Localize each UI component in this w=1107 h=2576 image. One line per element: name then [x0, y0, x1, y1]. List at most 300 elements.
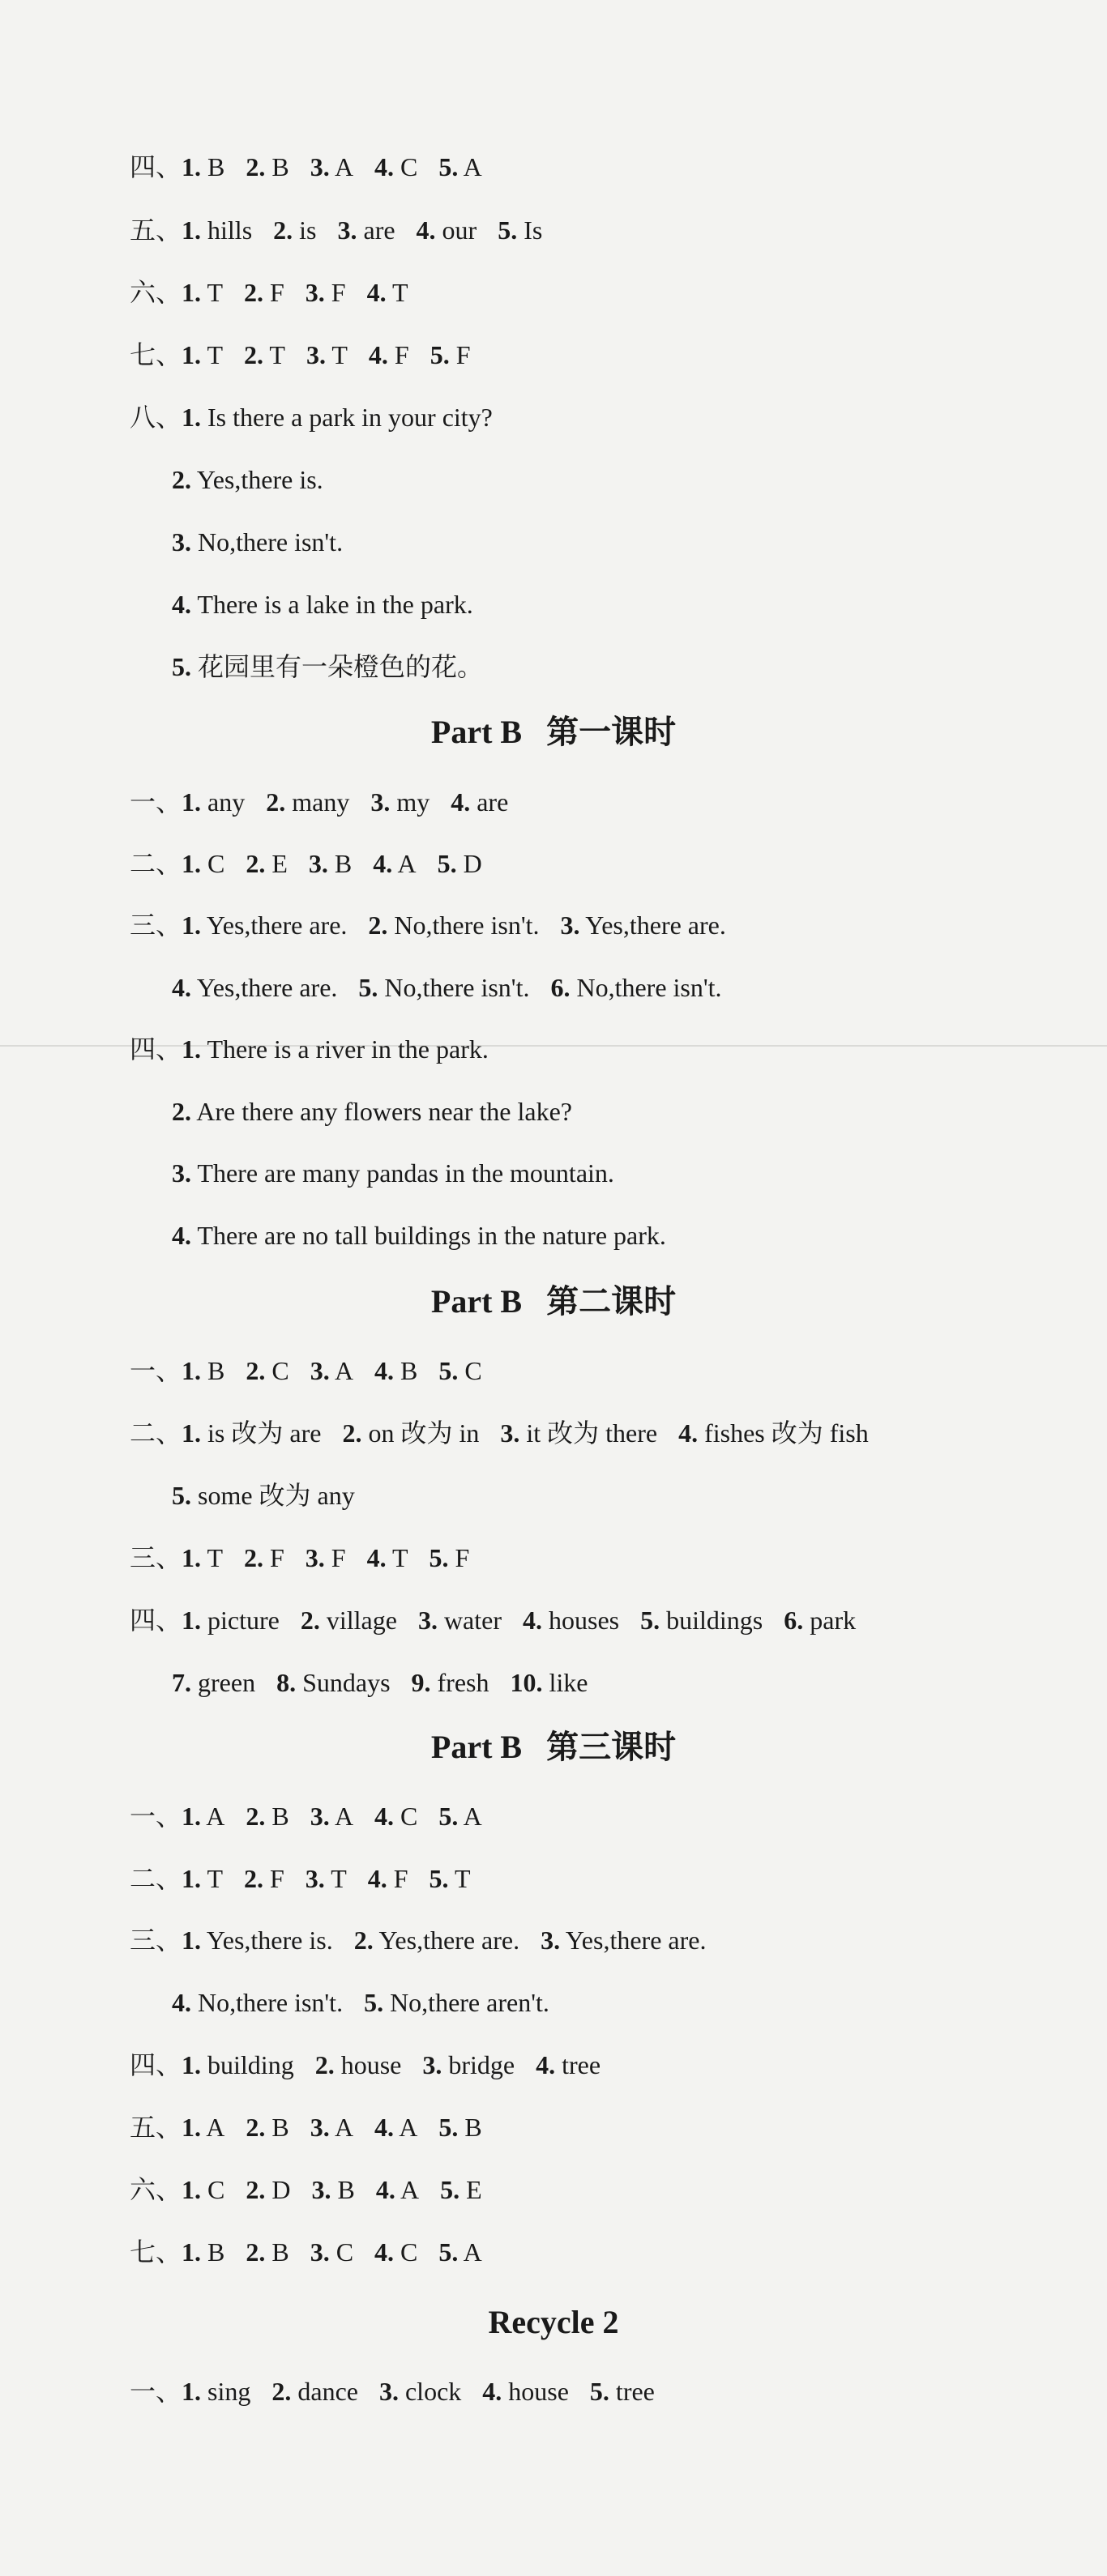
answer-item — [560, 909, 725, 941]
answer-number: 3. — [310, 2237, 330, 2267]
answer-text: A — [329, 152, 354, 181]
answer-number: 3. — [310, 2113, 330, 2142]
answer-number: 2. — [246, 1802, 266, 1831]
answer-item — [301, 1604, 397, 1636]
answer-item — [271, 2375, 358, 2408]
answer-number: 1. — [182, 1802, 202, 1831]
answer-item — [438, 151, 481, 183]
answer-text: T — [448, 1864, 471, 1893]
answer-number: 5. — [430, 340, 450, 369]
answer-text: F — [324, 278, 346, 307]
answer-text: tree — [609, 2377, 655, 2406]
answer-item — [430, 1862, 471, 1895]
answer-row — [172, 463, 344, 496]
answer-number: 2. — [246, 1356, 266, 1385]
question-group-number: 三、 — [130, 1543, 182, 1572]
answer-item — [182, 2236, 224, 2268]
answer-text: B — [201, 2237, 225, 2267]
answer-item — [244, 1542, 284, 1574]
answer-text: T — [325, 340, 348, 369]
answer-text: Yes,there is. — [201, 1926, 333, 1955]
section-heading-part: Recycle 2 — [488, 2304, 619, 2340]
answer-item — [310, 1800, 353, 1832]
answer-number: 1. — [182, 278, 202, 307]
answer-text: T — [201, 1864, 223, 1893]
answer-text: E — [459, 2175, 482, 2204]
answer-item — [438, 1354, 481, 1387]
answer-number: 5. — [358, 973, 378, 1002]
answer-number: 1. — [182, 2175, 202, 2204]
answer-item — [309, 847, 352, 880]
answer-text: A — [201, 1802, 225, 1831]
answer-text: There is a river in the park. — [201, 1034, 489, 1064]
answer-number: 4. — [172, 973, 191, 1002]
answer-text: No,there isn't. — [191, 1988, 344, 2017]
answer-text: A — [395, 2175, 420, 2204]
answer-text: F — [263, 1543, 284, 1572]
answer-number: 1. — [182, 849, 202, 878]
answer-row — [130, 2236, 503, 2268]
answer-number: 4. — [375, 2175, 395, 2204]
answer-item — [182, 1800, 224, 1832]
answer-item — [550, 971, 721, 1004]
answer-number: 4. — [374, 152, 395, 181]
answer-item — [182, 214, 252, 246]
answer-row — [130, 909, 747, 941]
section-heading — [0, 713, 1107, 752]
answer-item — [306, 1862, 347, 1895]
answer-item — [315, 2049, 402, 2081]
answer-text: are — [357, 215, 395, 245]
answer-text: D — [265, 2175, 291, 2204]
answer-item — [640, 1604, 763, 1636]
answer-item — [541, 1924, 706, 1956]
answer-number: 1. — [182, 1606, 202, 1635]
answer-number: 3. — [305, 1543, 325, 1572]
answer-number: 2. — [314, 2050, 335, 2079]
answer-text: C — [394, 152, 418, 181]
answer-number: 1. — [182, 215, 202, 245]
answer-item — [182, 276, 223, 309]
answer-number: 5. — [438, 1802, 459, 1831]
answer-row — [130, 1354, 503, 1387]
answer-item — [418, 1604, 502, 1636]
answer-number: 6. — [550, 973, 571, 1002]
answer-text: B — [265, 152, 289, 181]
answer-number: 1. — [182, 1543, 202, 1572]
answer-row — [172, 650, 504, 683]
answer-text: C — [394, 2237, 418, 2267]
answer-number: 2. — [243, 278, 263, 307]
answer-text: C — [329, 2237, 354, 2267]
answer-item — [273, 214, 316, 246]
answer-number: 3. — [541, 1926, 561, 1955]
answer-text: Sundays — [296, 1668, 391, 1697]
answer-text: No,there aren't. — [383, 1988, 549, 2017]
answer-text: There are no tall buildings in the nature park. — [191, 1221, 666, 1250]
question-group-number: 五、 — [130, 215, 182, 245]
answer-item — [172, 588, 473, 621]
answer-text: A — [201, 2113, 225, 2142]
question-group-number: 六、 — [130, 278, 182, 307]
answer-number: 4. — [374, 1356, 395, 1385]
answer-item — [438, 2111, 481, 2143]
answer-number: 2. — [353, 1926, 374, 1955]
answer-text: B — [265, 2113, 289, 2142]
section-heading-part: Part B — [430, 1729, 523, 1765]
answer-row — [130, 847, 503, 880]
answer-text: C — [394, 1802, 418, 1831]
answer-text: it 改为 there — [519, 1418, 658, 1448]
answer-number: 3. — [172, 1158, 191, 1188]
answer-number: 1. — [182, 1418, 202, 1448]
answer-number: 3. — [422, 2050, 442, 2079]
answer-item — [246, 1800, 289, 1832]
question-group-number: 一、 — [130, 787, 182, 817]
answer-text: There is a lake in the park. — [191, 590, 473, 619]
answer-text: village — [319, 1606, 397, 1635]
answer-row — [130, 2173, 503, 2206]
answer-item — [440, 2173, 482, 2206]
answer-number: 7. — [172, 1668, 191, 1697]
answer-number: 1. — [182, 2377, 202, 2406]
answer-number: 4. — [374, 2113, 395, 2142]
question-group-number: 一、 — [130, 1356, 182, 1385]
question-group-number: 二、 — [130, 1418, 182, 1448]
answer-row — [172, 588, 494, 621]
answer-row — [172, 1095, 593, 1128]
answer-number: 3. — [310, 1802, 330, 1831]
answer-text: A — [329, 1802, 354, 1831]
answer-item — [374, 1354, 417, 1387]
answer-number: 1. — [182, 911, 202, 940]
answer-text: T — [263, 340, 285, 369]
answer-text: D — [456, 849, 482, 878]
answer-row — [130, 1862, 492, 1895]
answer-item — [182, 1604, 280, 1636]
answer-text: is 改为 are — [201, 1418, 322, 1448]
answer-number: 2. — [172, 465, 191, 494]
answer-number: 3. — [305, 1864, 325, 1893]
answer-item — [376, 2173, 419, 2206]
answer-item — [182, 1417, 321, 1449]
answer-item — [172, 1666, 255, 1699]
answer-item — [246, 2236, 289, 2268]
answer-item — [172, 526, 343, 558]
answer-number: 1. — [182, 340, 202, 369]
answer-item — [438, 2236, 481, 2268]
answer-text: are — [470, 787, 509, 817]
answer-number: 4. — [366, 1543, 387, 1572]
answer-number: 2. — [246, 2113, 266, 2142]
answer-item — [172, 1219, 666, 1252]
answer-number: 3. — [560, 911, 580, 940]
answer-item — [500, 1417, 657, 1449]
section-heading-part: Part B — [430, 1283, 523, 1320]
answer-item — [367, 1542, 408, 1574]
question-group-number: 三、 — [130, 911, 182, 940]
answer-item — [368, 909, 539, 941]
answer-item — [417, 214, 477, 246]
section-heading-lesson: 第二课时 — [546, 1283, 677, 1320]
answer-text: No,there isn't. — [570, 973, 722, 1002]
answer-item — [172, 650, 483, 683]
answer-text: on 改为 in — [361, 1418, 480, 1448]
answer-text: C — [201, 2175, 225, 2204]
answer-item — [172, 463, 323, 496]
answer-number: 2. — [246, 849, 266, 878]
answer-text: Is — [517, 215, 543, 245]
answer-item — [182, 339, 223, 371]
answer-item — [373, 847, 416, 880]
answer-item — [182, 2049, 294, 2081]
answer-text: A — [329, 2113, 354, 2142]
answer-item — [374, 151, 417, 183]
answer-number: 4. — [374, 2237, 395, 2267]
answer-number: 1. — [182, 1864, 202, 1893]
answer-number: 5. — [364, 1988, 384, 2017]
answer-text: our — [435, 215, 477, 245]
answer-number: 4. — [374, 1802, 395, 1831]
answer-text: fishes 改为 fish — [698, 1418, 869, 1448]
answer-item — [422, 2049, 515, 2081]
answer-item — [482, 2375, 569, 2408]
answer-text: T — [201, 340, 223, 369]
answer-number: 5. — [429, 1864, 449, 1893]
answer-text: park — [803, 1606, 857, 1635]
answer-number: 2. — [243, 1864, 263, 1893]
answer-item — [266, 786, 349, 818]
answer-text: water — [437, 1606, 502, 1635]
answer-text: my — [390, 787, 430, 817]
answer-item — [182, 151, 224, 183]
answer-number: 8. — [276, 1668, 297, 1697]
answer-number: 1. — [182, 403, 202, 432]
answer-item — [310, 2236, 353, 2268]
question-group-number: 一、 — [130, 2377, 182, 2406]
answer-text: clock — [398, 2377, 462, 2406]
answer-number: 2. — [271, 2377, 292, 2406]
section-heading — [0, 2303, 1107, 2342]
answer-text: A — [394, 2113, 418, 2142]
answer-number: 4. — [678, 1418, 699, 1448]
answer-number: 2. — [266, 787, 286, 817]
answer-item — [354, 1924, 519, 1956]
answer-item — [510, 1666, 588, 1699]
answer-item — [678, 1417, 869, 1449]
answer-number: 3. — [337, 215, 357, 245]
answer-number: 4. — [536, 2050, 556, 2079]
answer-item — [364, 1986, 549, 2019]
section-heading — [0, 1728, 1107, 1767]
answer-item — [182, 401, 493, 433]
answer-text: bridge — [442, 2050, 515, 2079]
answer-text: Yes,there are. — [560, 1926, 707, 1955]
answer-item — [172, 1157, 614, 1189]
answer-item — [536, 2049, 601, 2081]
answer-item — [182, 2375, 250, 2408]
answer-item — [246, 1354, 289, 1387]
answer-number: 6. — [784, 1606, 804, 1635]
answer-item — [784, 1604, 856, 1636]
answer-item — [182, 786, 245, 818]
answer-number: 4. — [482, 2377, 502, 2406]
answer-row — [130, 1033, 510, 1065]
answer-row — [130, 1542, 490, 1574]
answer-number: 3. — [370, 787, 391, 817]
answer-item — [172, 1479, 355, 1512]
answer-text: E — [265, 849, 288, 878]
answer-number: 3. — [310, 152, 330, 181]
answer-number: 4. — [172, 1988, 191, 2017]
answer-number: 5. — [440, 2175, 460, 2204]
answer-text: B — [458, 2113, 482, 2142]
answer-number: 2. — [243, 1543, 263, 1572]
answer-text: C — [265, 1356, 289, 1385]
answer-number: 5. — [429, 1543, 449, 1572]
answer-item — [182, 2173, 224, 2206]
answer-number: 5. — [172, 1481, 191, 1510]
answer-text: house — [502, 2377, 569, 2406]
answer-row — [130, 1604, 877, 1636]
answer-row — [130, 786, 529, 818]
question-group-number: 七、 — [130, 340, 182, 369]
answer-text: Yes,there are. — [373, 1926, 520, 1955]
answer-number: 2. — [273, 215, 293, 245]
answer-text: 花园里有一朵橙色的花。 — [191, 652, 484, 681]
answer-item — [498, 214, 542, 246]
answer-number: 2. — [300, 1606, 320, 1635]
answer-text: F — [448, 1543, 470, 1572]
question-group-number: 四、 — [130, 152, 182, 181]
answer-item — [182, 1862, 223, 1895]
answer-text: dance — [291, 2377, 358, 2406]
answer-item — [182, 847, 224, 880]
answer-text: F — [263, 278, 284, 307]
answer-number: 4. — [373, 849, 393, 878]
answer-item — [310, 151, 353, 183]
answer-text: Yes,there are. — [201, 911, 348, 940]
answer-number: 1. — [182, 1034, 202, 1064]
answer-text: No,there isn't. — [378, 973, 530, 1002]
answer-number: 3. — [311, 2175, 331, 2204]
answer-number: 9. — [411, 1668, 431, 1697]
answer-row — [172, 526, 364, 558]
answer-text: B — [327, 849, 353, 878]
answer-item — [374, 2111, 417, 2143]
answer-item — [182, 2111, 224, 2143]
answer-text: building — [201, 2050, 294, 2079]
answer-item — [246, 151, 289, 183]
answer-number: 4. — [451, 787, 471, 817]
question-group-number: 二、 — [130, 849, 182, 878]
answer-number: 2. — [246, 152, 266, 181]
answer-number: 3. — [378, 2377, 399, 2406]
answer-text: A — [458, 1802, 482, 1831]
question-group-number: 三、 — [130, 1926, 182, 1955]
answer-number: 1. — [182, 2113, 202, 2142]
answer-number: 5. — [438, 2113, 459, 2142]
question-group-number: 八、 — [130, 403, 182, 432]
answer-text: T — [324, 1864, 347, 1893]
answer-number: 10. — [510, 1668, 543, 1697]
answer-item — [306, 1542, 346, 1574]
answer-row — [130, 339, 492, 371]
answer-row — [130, 214, 563, 246]
answer-text: many — [285, 787, 350, 817]
answer-item — [182, 909, 347, 941]
question-group-number: 四、 — [130, 1034, 182, 1064]
answer-number: 3. — [417, 1606, 438, 1635]
answer-item — [172, 971, 337, 1004]
answer-number: 5. — [172, 652, 191, 681]
answer-row — [130, 151, 503, 183]
section-heading-lesson: 第一课时 — [546, 714, 677, 750]
answer-item — [430, 1542, 470, 1574]
answer-text: A — [458, 152, 482, 181]
answer-row — [172, 1479, 376, 1512]
answer-text: hills — [201, 215, 253, 245]
answer-item — [172, 1986, 343, 2019]
answer-number: 5. — [438, 152, 459, 181]
answer-number: 3. — [310, 1356, 330, 1385]
answer-item — [311, 2173, 354, 2206]
answer-item — [246, 2111, 289, 2143]
answer-item — [246, 847, 288, 880]
answer-row — [172, 971, 743, 1004]
answer-item — [438, 1800, 481, 1832]
answer-text: A — [392, 849, 417, 878]
answer-number: 2. — [342, 1418, 362, 1448]
answer-number: 1. — [182, 152, 202, 181]
answer-text: B — [394, 1356, 418, 1385]
answer-number: 4. — [416, 215, 436, 245]
answer-row — [130, 1417, 890, 1449]
answer-text: Are there any flowers near the lake? — [191, 1097, 572, 1126]
question-group-number: 五、 — [130, 2113, 182, 2142]
answer-item — [310, 1354, 353, 1387]
answer-number: 1. — [182, 2237, 202, 2267]
answer-number: 5. — [640, 1606, 660, 1635]
answer-text: any — [201, 787, 246, 817]
answer-number: 5. — [498, 215, 518, 245]
answer-text: C — [458, 1356, 482, 1385]
answer-text: There are many pandas in the mountain. — [191, 1158, 614, 1188]
answer-number: 1. — [182, 2050, 202, 2079]
answer-text: F — [449, 340, 471, 369]
answer-row — [130, 401, 514, 433]
answer-number: 4. — [368, 340, 388, 369]
answer-item — [590, 2375, 655, 2408]
question-group-number: 一、 — [130, 1802, 182, 1831]
answer-number: 3. — [306, 340, 326, 369]
answer-number: 3. — [305, 278, 325, 307]
question-group-number: 六、 — [130, 2175, 182, 2204]
answer-text: T — [201, 278, 223, 307]
answer-text: B — [201, 152, 225, 181]
answer-number: 4. — [367, 1864, 387, 1893]
answer-item — [182, 1033, 489, 1065]
answer-number: 3. — [172, 527, 191, 557]
answer-item — [182, 1542, 223, 1574]
answer-item — [310, 2111, 353, 2143]
answer-text: Yes,there is. — [191, 465, 323, 494]
answer-number: 2. — [368, 911, 388, 940]
answer-text: No,there isn't. — [387, 911, 540, 940]
answer-text: houses — [542, 1606, 620, 1635]
answer-item — [367, 276, 408, 309]
answer-row — [172, 1666, 609, 1699]
